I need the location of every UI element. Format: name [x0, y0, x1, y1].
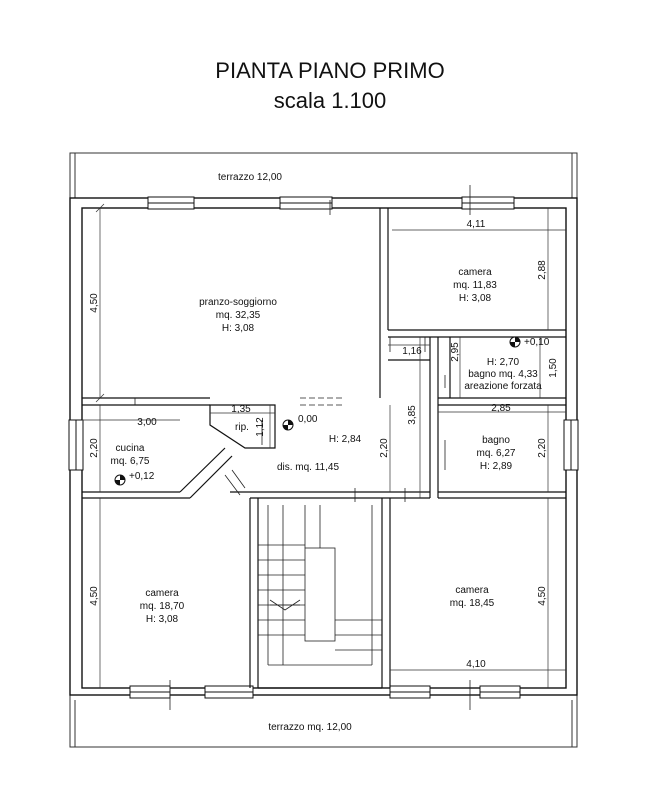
- pranzo-name: pranzo-soggiorno: [199, 297, 277, 308]
- terrace-top: [70, 153, 577, 198]
- cucina-area: mq. 6,75: [110, 456, 150, 467]
- cucina-name: cucina: [115, 443, 145, 454]
- dim-camera-sw-h: 4,50: [89, 586, 100, 606]
- dim-dis-h: 2,20: [379, 438, 390, 458]
- dim-bagno-small-h2: 1,50: [548, 358, 559, 378]
- bagno-small-height: H: 2,70: [486, 357, 520, 368]
- camera-sw-name: camera: [145, 588, 179, 599]
- dim-cucina-h: 2,20: [89, 438, 100, 458]
- dim-camera-ne-w: 4,11: [466, 219, 486, 230]
- camera-ne-name: camera: [458, 267, 492, 278]
- plan-title: PIANTA PIANO PRIMO: [215, 58, 445, 83]
- terrace-top-label: terrazzo 12,00: [218, 172, 282, 183]
- dis-height: H: 2,84: [328, 434, 362, 445]
- pranzo-area: mq. 32,35: [215, 310, 261, 321]
- dim-corridor-w: 1,16: [402, 346, 422, 357]
- dim-camera-se-w: 4,10: [466, 659, 486, 670]
- bagno-name: bagno: [482, 435, 510, 446]
- dim-camera-se-h: 4,50: [537, 586, 548, 606]
- bagno-small-note: areazione forzata: [464, 381, 542, 392]
- rip-name: rip.: [235, 422, 249, 433]
- level-marker-dis: [283, 420, 293, 430]
- level-dis: 0,00: [298, 414, 318, 425]
- plan-scale: scala 1.100: [273, 88, 387, 113]
- pranzo-height: H: 3,08: [221, 323, 255, 334]
- camera-se-area: mq. 18,45: [449, 598, 495, 609]
- camera-sw-area: mq. 18,70: [139, 601, 185, 612]
- bagno-height: H: 2,89: [479, 461, 513, 472]
- dim-bagno-h: 2,20: [537, 438, 548, 458]
- dim-rip-w: 1,35: [231, 404, 251, 415]
- dim-cucina-w: 3,00: [137, 417, 157, 428]
- bagno-small-name: bagno mq. 4,33: [468, 369, 538, 380]
- dim-pranzo-h: 4,50: [89, 293, 100, 313]
- dis-name: dis. mq. 11,45: [276, 462, 340, 473]
- staircase: [258, 505, 382, 665]
- bagno-area: mq. 6,27: [476, 448, 516, 459]
- dim-corr-h: 3,85: [407, 405, 418, 425]
- level-bagno: +0,10: [524, 337, 550, 348]
- camera-ne-height: H: 3,08: [458, 293, 492, 304]
- level-marker-bagno: [510, 337, 520, 347]
- terrace-bottom-label: terrazzo mq. 12,00: [268, 722, 352, 733]
- level-marker-cucina: [115, 475, 125, 485]
- level-cucina: +0,12: [129, 471, 155, 482]
- camera-ne-area: mq. 11,83: [453, 280, 497, 291]
- dim-camera-ne-h: 2,88: [537, 260, 548, 280]
- terrace-bottom: [70, 695, 577, 747]
- dim-bagno-small-h1: 2,95: [450, 342, 461, 362]
- camera-se-name: camera: [455, 585, 489, 596]
- dim-rip-h: 1,12: [255, 417, 266, 437]
- camera-sw-height: H: 3,08: [145, 614, 179, 625]
- dim-bagno-w: 2,85: [491, 403, 511, 414]
